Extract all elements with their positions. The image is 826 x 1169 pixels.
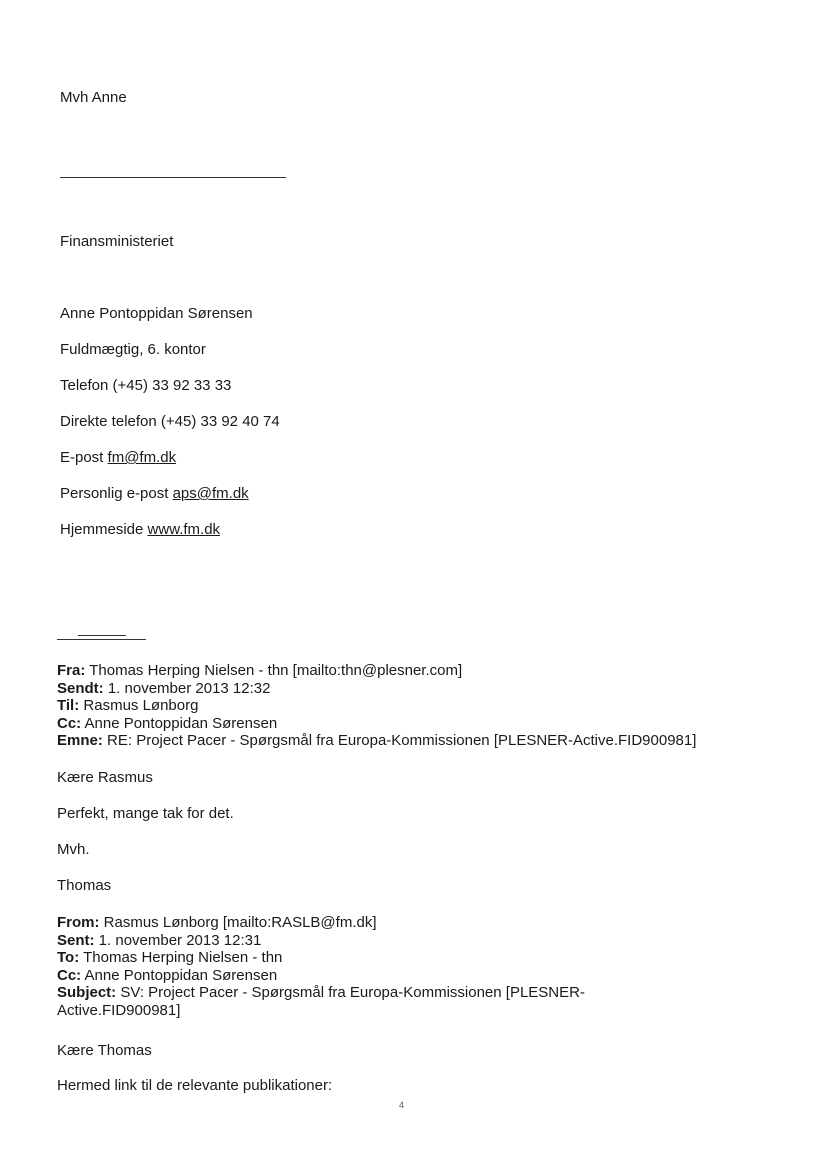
email1-from-row xyxy=(57,662,696,680)
email2-to-label: To: xyxy=(57,949,80,967)
email2-sent: 1. november 2013 12:31 xyxy=(98,931,262,949)
separator-top xyxy=(78,635,126,636)
phone-number: Telefon (+45) 33 92 33 33 xyxy=(60,377,232,394)
email-link[interactable]: fm@fm.dk xyxy=(107,449,177,466)
email1-to: Rasmus Lønborg xyxy=(83,697,199,715)
email2-to-row xyxy=(57,949,585,967)
email1-cc-label: Cc: xyxy=(57,714,82,732)
email2-cc-row xyxy=(57,967,585,985)
email2-header xyxy=(57,914,585,1020)
email1-sent: 1. november 2013 12:32 xyxy=(107,679,271,697)
email1-to-label: Til: xyxy=(57,697,80,715)
sender-name: Anne Pontoppidan Sørensen xyxy=(60,305,253,322)
email1-sent-label: Sendt: xyxy=(57,679,104,697)
email1-closing: Mvh. xyxy=(57,841,90,858)
email2-sent-row xyxy=(57,932,585,950)
website-link[interactable]: www.fm.dk xyxy=(147,521,221,538)
website-label: Hjemmeside xyxy=(60,521,144,538)
email2-subject-continuation: Active.FID900981] xyxy=(57,1001,181,1019)
sender-title: Fuldmægtig, 6. kontor xyxy=(60,341,206,358)
email2-cc: Anne Pontoppidan Sørensen xyxy=(84,966,278,984)
email1-subject: RE: Project Pacer - Spørgsmål fra Europa-Kommissionen [PLESNER-Active.FID900981] xyxy=(107,732,697,750)
email1-signer: Thomas xyxy=(57,877,112,894)
divider xyxy=(60,177,286,178)
email1-sent-row xyxy=(57,680,696,698)
email2-sent-label: Sent: xyxy=(57,931,95,949)
email2-body: Hermed link til de relevante publikationer: xyxy=(57,1077,333,1094)
email1-subject-label: Emne: xyxy=(57,732,103,750)
personal-email-label: Personlig e-post xyxy=(60,485,169,502)
page-number: 4 xyxy=(399,1100,405,1110)
email1-from-label: Fra: xyxy=(57,662,86,679)
email1-header xyxy=(57,662,696,750)
email-line xyxy=(60,449,176,467)
email2-subject: SV: Project Pacer - Spørgsmål fra Europa-Kommissionen [PLESNER- xyxy=(120,984,585,1002)
website-line xyxy=(60,521,220,539)
email-label: E-post xyxy=(60,449,104,466)
email1-cc: Anne Pontoppidan Sørensen xyxy=(84,714,278,732)
separator xyxy=(57,639,146,640)
signature-greeting: Mvh Anne xyxy=(60,89,127,106)
email2-from: Rasmus Lønborg [mailto:RASLB@fm.dk] xyxy=(103,914,377,931)
email2-from-label: From: xyxy=(57,914,100,931)
email1-from: Thomas Herping Nielsen - thn [mailto:thn@plesner.com] xyxy=(89,662,463,679)
personal-email-line xyxy=(60,485,249,503)
email1-body: Perfekt, mange tak for det. xyxy=(57,805,234,822)
email2-subject-row xyxy=(57,984,585,1002)
direct-phone-number: Direkte telefon (+45) 33 92 40 74 xyxy=(60,413,280,430)
email2-subject-label: Subject: xyxy=(57,984,117,1002)
email2-salutation: Kære Thomas xyxy=(57,1042,152,1059)
email1-salutation: Kære Rasmus xyxy=(57,769,153,786)
email1-subject-row xyxy=(57,732,696,750)
email2-to: Thomas Herping Nielsen - thn xyxy=(83,949,283,967)
email1-to-row xyxy=(57,697,696,715)
email1-cc-row xyxy=(57,715,696,733)
personal-email-link[interactable]: aps@fm.dk xyxy=(172,485,249,502)
email2-cc-label: Cc: xyxy=(57,966,82,984)
organisation-name: Finansministeriet xyxy=(60,233,174,250)
email2-from-row xyxy=(57,914,585,932)
